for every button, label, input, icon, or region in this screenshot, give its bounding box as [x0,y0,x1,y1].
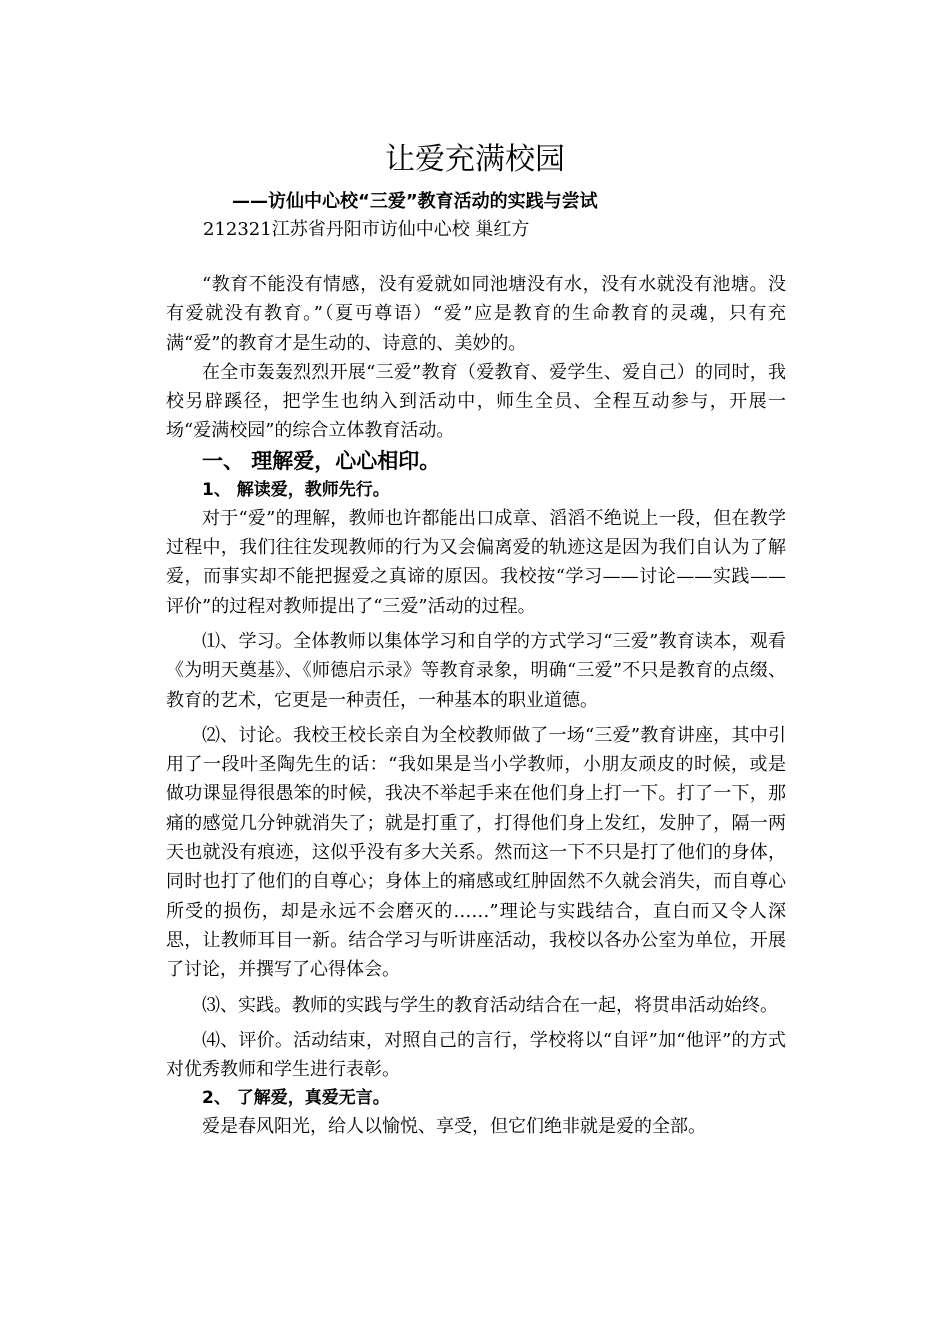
subsection-heading: 2、 了解爱，真爱无言。 [202,1088,390,1109]
section-heading: 一、 理解爱，心心相印。 [202,448,441,473]
body-paragraph: 对于“爱”的理解，教师也许都能出口成章、滔滔不绝说上一段，但在教学过程中，我们往往发现教师的行为又会偏离爱的轨迹这是因为我们自认为了解爱，而事实却不能把握爱之真谛的原因。我校按“学习——讨论——实践——评价”的过程对教师提出了“三爱”活动的过程。 [166,507,786,617]
subsection-heading: 1、 解读爱，教师先行。 [202,479,390,500]
body-paragraph: 爱是春风阳光，给人以愉悦、享受，但它们绝非就是爱的全部。 [202,1116,706,1138]
body-paragraph: ⑶、实践。教师的实践与学生的教育活动结合在一起，将贯串活动始终。 [202,994,778,1016]
document-subtitle: ——访仙中心校“三爱”教育活动的实践与尝试 [232,191,598,212]
document-title: 让爱充满校园 [385,142,565,177]
body-paragraph: “教育不能没有情感，没有爱就如同池塘没有水，没有水就没有池塘。没有爱就没有教育。”（夏丏尊语）“爱”应是教育的生命教育的灵魂，只有充满“爱”的教育才是生动的、诗意的、美妙的。 [166,274,786,354]
document-body [166,270,786,1142]
body-paragraph: ⑴、学习。全体教师以集体学习和自学的方式学习“三爱”教育读本，观看《为明天奠基》、《师德启示录》等教育录象，明确“三爱”不只是教育的点缀、教育的艺术，它更是一种责任，一种基本的职业道德。 [166,630,786,711]
body-paragraph: ⑵、讨论。我校王校长亲自为全校教师做了一场“三爱”教育讲座，其中引用了一段叶圣陶先生的话：“我如果是当小学教师，小朋友顽皮的时候，或是做功课显得很愚笨的时候，我决不举起手来在他们身上打一下。打了一下，那痛的感觉几分钟就消失了；就是打重了，打得他们身上发红，发肿了，隔一两天也就没有痕迹，这似乎没有多大关系。然而这一下不只是打了他们的身体，同时也打了他们的自尊心；身体上的痛感或红肿固然不久就会消失，而自尊心所受的损伤，却是永远不会磨灭的……”理论与实践结合，直白而又令人深思，让教师耳目一新。结合学习与听讲座活动，我校以各办公室为单位，开展了讨论，并撰写了心得体会。 [166,724,786,981]
author-line: 212321江苏省丹阳市访仙中心校 巢红方 [203,219,530,240]
body-paragraph: 在全市轰轰烈烈开展“三爱”教育（爱教育、爱学生、爱自己）的同时，我校另辟蹊径，把学生也纳入到活动中，师生全员、全程互动参与，开展一场“爱满校园”的综合立体教育活动。 [166,361,786,442]
body-paragraph: ⑷、评价。活动结束，对照自己的言行，学校将以“自评”加“他评”的方式对优秀教师和学生进行表彰。 [166,1029,786,1081]
